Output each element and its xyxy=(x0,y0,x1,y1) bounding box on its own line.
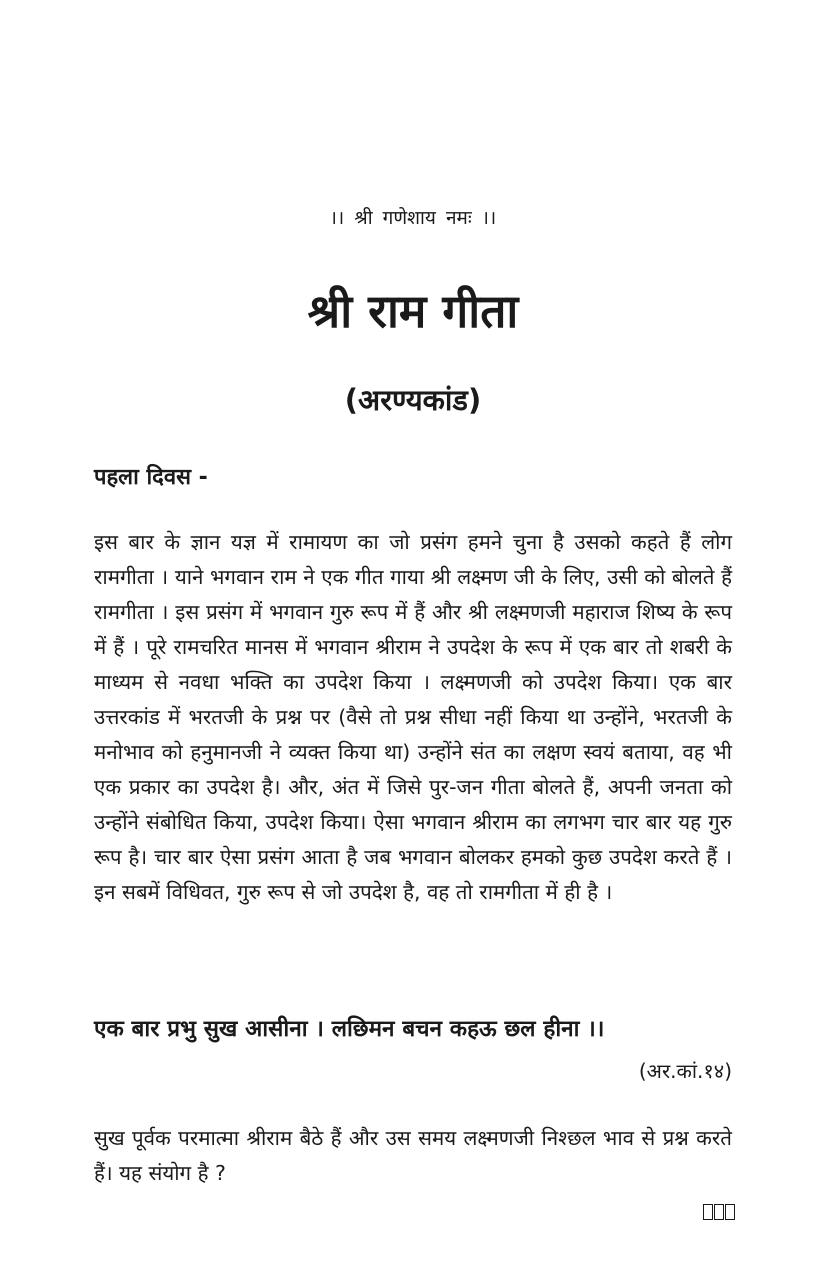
section-heading: पहला दिवस - xyxy=(94,465,208,490)
verse-quote: एक बार प्रभु सुख आसीना । लछिमन बचन कहऊ छल हीना ।। xyxy=(94,1016,605,1042)
page-marker-box xyxy=(725,1204,735,1220)
body-paragraph-1: इस बार के ज्ञान यज्ञ में रामायण का जो प्रसंग हमने चुना है उसको कहते हैं लोग रामगीता । याने भगवान राम ने एक गीत गाया श्री लक्ष्मण जी के लिए, उसी को बोलते हैं रामगीता । इस प्रसंग में भगवान गुरु रूप में हैं और श्री लक्ष्मणजी महाराज शिष्य के रूप में हैं । पूरे रामचरित मानस में भगवान श्रीराम ने उपदेश के रूप में एक बार तो शबरी के माध्यम से नवधा भक्ति का उपदेश किया । लक्ष्मणजी को उपदेश किया। एक बार उत्तरकांड में भरतजी के प्रश्न पर (वैसे तो प्रश्न सीधा नहीं किया था उन्होंने, भरतजी के मनोभाव को हनुमानजी ने व्यक्त किया था) उन्होंने संत का लक्षण स्वयं बताया, वह भी एक प्रकार का उपदेश है। और, अंत में जिसे पुर-जन गीता बोलते हैं, अपनी जनता को उन्होंने संबोधित किया, उपदेश किया। ऐसा भगवान श्रीराम का लगभग चार बार यह गुरु रूप है। चार बार ऐसा प्रसंग आता है जब भगवान बोलकर हमको कुछ उपदेश करते हैं । इन सबमें विधिवत, गुरु रूप से जो उपदेश है, वह तो रामगीता में ही है । xyxy=(94,530,732,904)
document-page xyxy=(94,0,732,1275)
body-paragraph-2: सुख पूर्वक परमात्मा श्रीराम बैठे हैं और उस समय लक्ष्मणजी निश्छल भाव से प्रश्न करते हैं। यह संयोग है ? xyxy=(94,1126,732,1185)
page-marker-box xyxy=(714,1204,724,1220)
boxed-page-number-icon xyxy=(703,1204,735,1220)
page-title: श्री राम गीता xyxy=(307,284,519,338)
invocation-line: ।। श्री गणेशाय नमः ।। xyxy=(329,207,497,229)
page-subtitle: (अरण्यकांड) xyxy=(344,383,482,417)
verse-reference: (अर.कां.१४) xyxy=(638,1059,732,1083)
page-marker-box xyxy=(703,1204,713,1220)
